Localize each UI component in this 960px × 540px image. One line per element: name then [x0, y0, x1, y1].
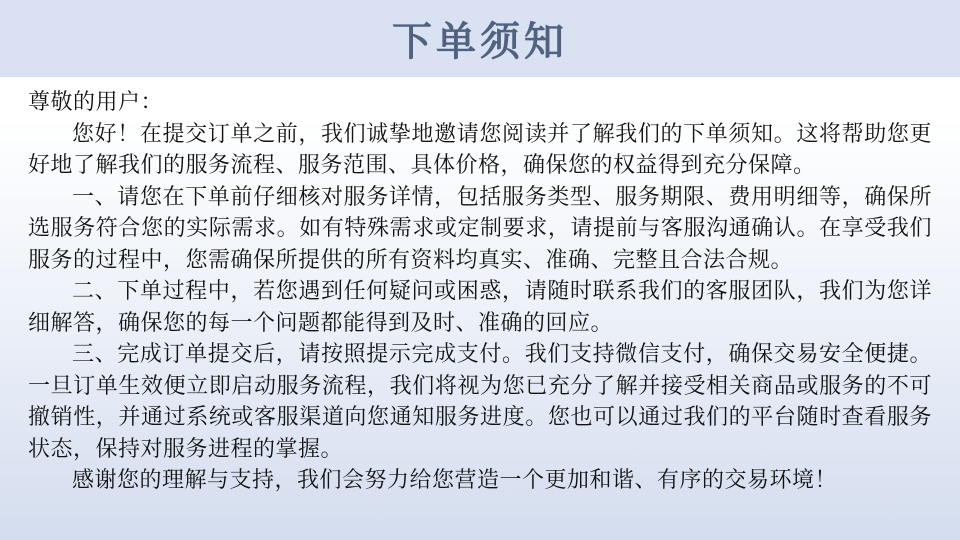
page-title: 下单须知: [392, 19, 568, 64]
salutation-line: 尊敬的用户：: [28, 89, 164, 114]
notice-body: [0, 77, 960, 496]
page-header: [0, 0, 960, 77]
notice-paragraph-item3: 三、完成订单提交后，请按照提示完成支付。我们支持微信支付，确保交易安全便捷。一旦订单生效便立即启动服务流程，我们将视为您已充分了解并接受相关商品或服务的不可撤销性，并通过系统或客服渠道向您通知服务进度。您也可以通过我们的平台随时查看服务状态，保持对服务进程的掌握。: [28, 341, 932, 461]
notice-paragraph-intro: 您好！在提交订单之前，我们诚挚地邀请您阅读并了解我们的下单须知。这将帮助您更好地了解我们的服务流程、服务范围、具体价格，确保您的权益得到充分保障。: [28, 120, 932, 177]
notice-paragraph-item1: 一、请您在下单前仔细核对服务详情，包括服务类型、服务期限、费用明细等，确保所选服务符合您的实际需求。如有特殊需求或定制要求，请提前与客服沟通确认。在享受我们服务的过程中，您需确保所提供的所有资料均真实、准确、完整且合法合规。: [28, 183, 932, 272]
notice-paragraph-closing: 感谢您的理解与支持，我们会努力给您营造一个更加和谐、有序的交易环境！: [72, 467, 838, 492]
notice-paragraph-item2: 二、下单过程中，若您遇到任何疑问或困惑，请随时联系我们的客服团队，我们为您详细解答，确保您的每一个问题都能得到及时、准确的回应。: [28, 278, 932, 335]
